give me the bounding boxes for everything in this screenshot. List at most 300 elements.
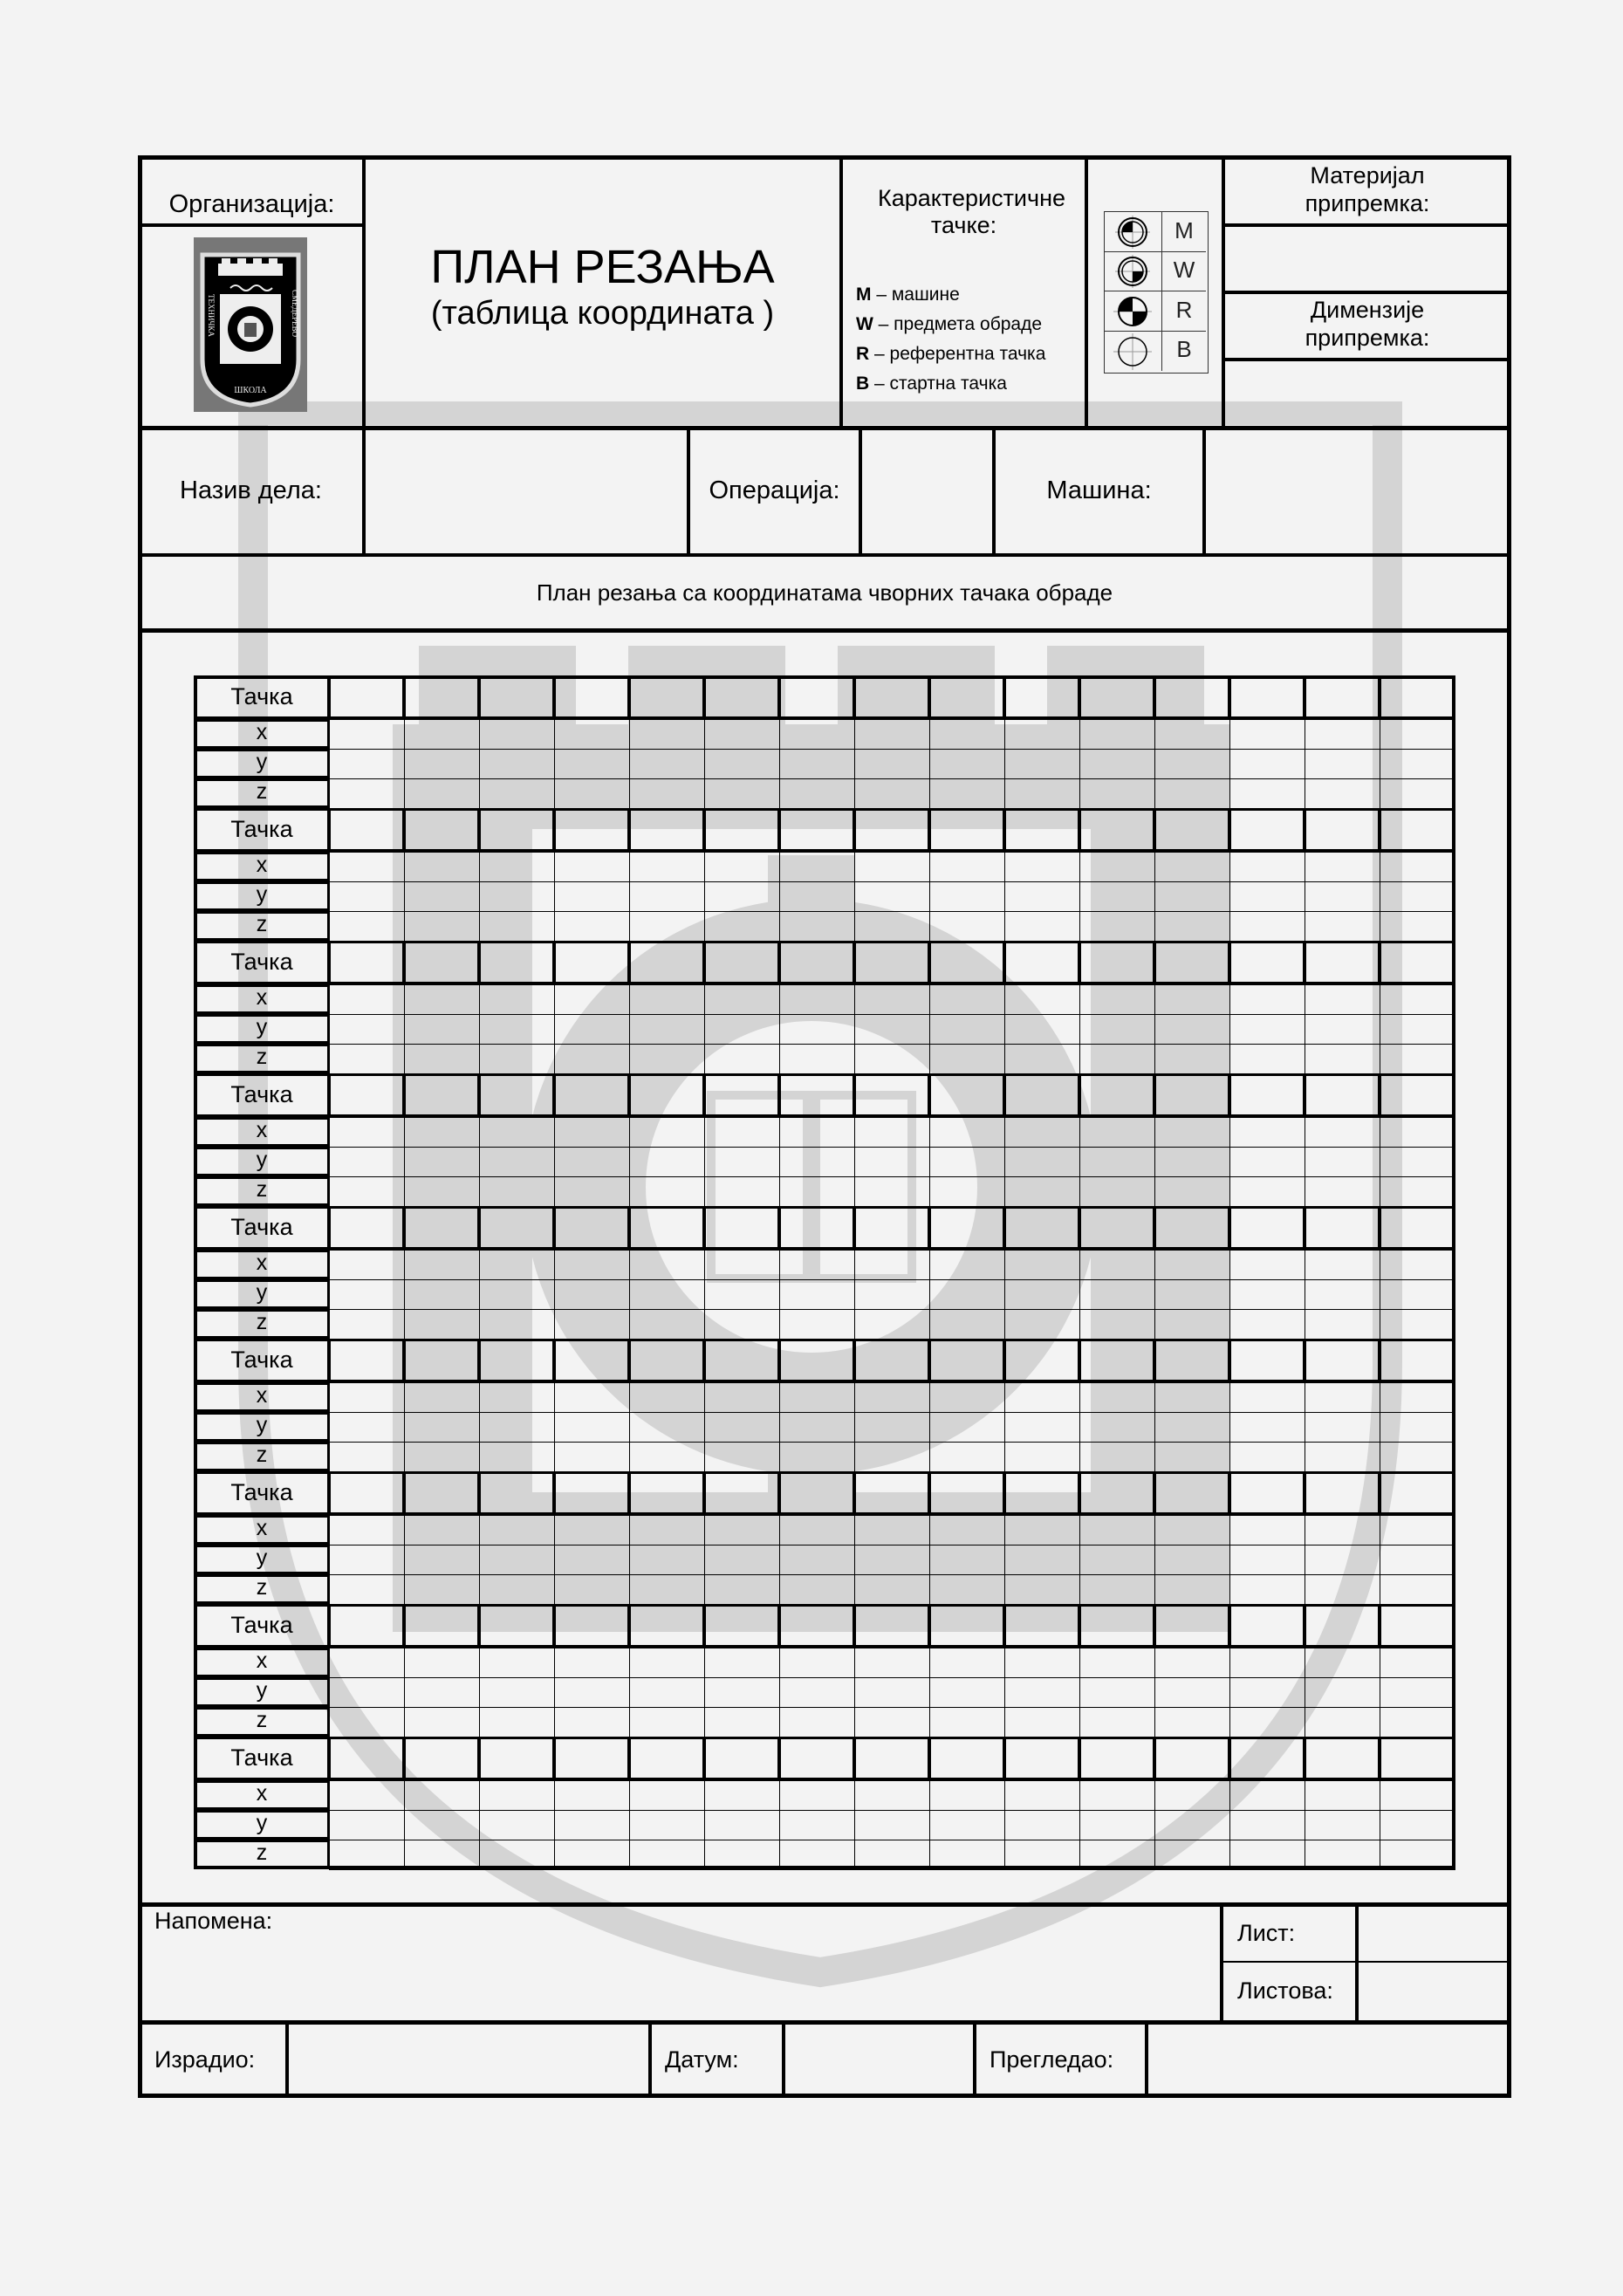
point-number-cell[interactable] bbox=[328, 808, 405, 852]
coordinate-cell[interactable] bbox=[329, 1014, 405, 1045]
coordinate-cell[interactable] bbox=[1154, 778, 1230, 809]
coordinate-cell[interactable] bbox=[1154, 984, 1230, 1015]
coordinate-cell[interactable] bbox=[854, 852, 930, 882]
point-number-cell[interactable] bbox=[778, 1471, 855, 1515]
point-number-cell[interactable] bbox=[928, 941, 1005, 984]
coordinate-cell[interactable] bbox=[929, 1176, 1005, 1207]
point-number-cell[interactable] bbox=[928, 675, 1005, 719]
coordinate-cell[interactable] bbox=[629, 1810, 705, 1840]
point-number-cell[interactable] bbox=[1003, 808, 1080, 852]
coordinate-cell[interactable] bbox=[1305, 1117, 1380, 1148]
point-number-cell[interactable] bbox=[1304, 1339, 1380, 1382]
coordinate-cell[interactable] bbox=[404, 1279, 480, 1310]
point-number-cell[interactable] bbox=[1229, 808, 1305, 852]
coordinate-cell[interactable] bbox=[929, 1014, 1005, 1045]
coordinate-cell[interactable] bbox=[629, 1176, 705, 1207]
coordinate-cell[interactable] bbox=[779, 1412, 855, 1443]
coordinate-cell[interactable] bbox=[404, 1780, 480, 1811]
coordinate-cell[interactable] bbox=[779, 1545, 855, 1575]
coordinate-cell[interactable] bbox=[404, 1810, 480, 1840]
coordinate-cell[interactable] bbox=[1380, 778, 1455, 809]
coordinate-cell[interactable] bbox=[779, 1515, 855, 1546]
point-number-cell[interactable] bbox=[703, 675, 780, 719]
coordinate-cell[interactable] bbox=[1305, 911, 1380, 942]
coordinate-cell[interactable] bbox=[1229, 1309, 1305, 1340]
point-number-cell[interactable] bbox=[1079, 941, 1155, 984]
coordinate-cell[interactable] bbox=[1229, 852, 1305, 882]
coordinate-cell[interactable] bbox=[479, 1147, 555, 1177]
coordinate-cell[interactable] bbox=[1079, 1279, 1155, 1310]
coordinate-cell[interactable] bbox=[479, 1840, 555, 1870]
coordinate-cell[interactable] bbox=[1004, 852, 1080, 882]
coordinate-cell[interactable] bbox=[1154, 1117, 1230, 1148]
coordinate-cell[interactable] bbox=[1079, 1780, 1155, 1811]
coordinate-cell[interactable] bbox=[329, 1648, 405, 1678]
coordinate-cell[interactable] bbox=[404, 1014, 480, 1045]
coordinate-cell[interactable] bbox=[1004, 1309, 1080, 1340]
coordinate-cell[interactable] bbox=[779, 1677, 855, 1708]
coordinate-cell[interactable] bbox=[1305, 1014, 1380, 1045]
point-number-cell[interactable] bbox=[1379, 675, 1455, 719]
coordinate-cell[interactable] bbox=[779, 1840, 855, 1870]
coordinate-cell[interactable] bbox=[629, 1442, 705, 1472]
coordinate-cell[interactable] bbox=[1305, 984, 1380, 1015]
point-number-cell[interactable] bbox=[778, 1604, 855, 1648]
coordinate-cell[interactable] bbox=[1229, 1014, 1305, 1045]
coordinate-cell[interactable] bbox=[404, 852, 480, 882]
point-number-cell[interactable] bbox=[553, 1604, 630, 1648]
coordinate-cell[interactable] bbox=[404, 1545, 480, 1575]
coordinate-cell[interactable] bbox=[404, 1250, 480, 1280]
coordinate-cell[interactable] bbox=[404, 1840, 480, 1870]
coordinate-cell[interactable] bbox=[1380, 1014, 1455, 1045]
coordinate-cell[interactable] bbox=[929, 1574, 1005, 1605]
coordinate-cell[interactable] bbox=[704, 778, 780, 809]
coordinate-cell[interactable] bbox=[929, 1810, 1005, 1840]
material-value-field[interactable] bbox=[1225, 227, 1510, 291]
coordinate-cell[interactable] bbox=[404, 1442, 480, 1472]
dimensions-value-field[interactable] bbox=[1225, 361, 1510, 426]
point-number-cell[interactable] bbox=[1154, 1206, 1230, 1250]
coordinate-cell[interactable] bbox=[479, 1014, 555, 1045]
coordinate-cell[interactable] bbox=[854, 1309, 930, 1340]
point-number-cell[interactable] bbox=[1079, 1206, 1155, 1250]
coordinate-cell[interactable] bbox=[629, 1309, 705, 1340]
coordinate-cell[interactable] bbox=[479, 778, 555, 809]
point-number-cell[interactable] bbox=[1304, 1206, 1380, 1250]
coordinate-cell[interactable] bbox=[929, 1382, 1005, 1413]
coordinate-cell[interactable] bbox=[554, 984, 630, 1015]
point-number-cell[interactable] bbox=[328, 1073, 405, 1117]
coordinate-cell[interactable] bbox=[329, 1780, 405, 1811]
coordinate-cell[interactable] bbox=[1079, 749, 1155, 779]
point-number-cell[interactable] bbox=[1304, 941, 1380, 984]
point-number-cell[interactable] bbox=[1304, 1737, 1380, 1780]
coordinate-cell[interactable] bbox=[704, 881, 780, 912]
coordinate-cell[interactable] bbox=[629, 749, 705, 779]
coordinate-cell[interactable] bbox=[1305, 1707, 1380, 1737]
coordinate-cell[interactable] bbox=[1380, 1309, 1455, 1340]
coordinate-cell[interactable] bbox=[329, 1412, 405, 1443]
coordinate-cell[interactable] bbox=[704, 1545, 780, 1575]
sheets-field[interactable] bbox=[1359, 1964, 1510, 2021]
coordinate-cell[interactable] bbox=[1380, 1545, 1455, 1575]
point-number-cell[interactable] bbox=[1154, 1604, 1230, 1648]
coordinate-cell[interactable] bbox=[554, 749, 630, 779]
coordinate-cell[interactable] bbox=[554, 1574, 630, 1605]
point-number-cell[interactable] bbox=[553, 1737, 630, 1780]
coordinate-cell[interactable] bbox=[1380, 1515, 1455, 1546]
coordinate-cell[interactable] bbox=[779, 1147, 855, 1177]
coordinate-cell[interactable] bbox=[854, 1840, 930, 1870]
coordinate-cell[interactable] bbox=[1305, 1840, 1380, 1870]
point-number-cell[interactable] bbox=[853, 1073, 930, 1117]
coordinate-cell[interactable] bbox=[479, 749, 555, 779]
point-number-cell[interactable] bbox=[853, 808, 930, 852]
coordinate-cell[interactable] bbox=[1004, 1574, 1080, 1605]
coordinate-cell[interactable] bbox=[929, 1515, 1005, 1546]
coordinate-cell[interactable] bbox=[1229, 1250, 1305, 1280]
coordinate-cell[interactable] bbox=[404, 1574, 480, 1605]
coordinate-cell[interactable] bbox=[1004, 1707, 1080, 1737]
coordinate-cell[interactable] bbox=[1079, 1412, 1155, 1443]
coordinate-cell[interactable] bbox=[704, 1840, 780, 1870]
coordinate-cell[interactable] bbox=[479, 984, 555, 1015]
coordinate-cell[interactable] bbox=[629, 1574, 705, 1605]
point-number-cell[interactable] bbox=[1379, 1604, 1455, 1648]
coordinate-cell[interactable] bbox=[329, 1147, 405, 1177]
coordinate-cell[interactable] bbox=[1305, 1382, 1380, 1413]
coordinate-cell[interactable] bbox=[1004, 1147, 1080, 1177]
coordinate-cell[interactable] bbox=[329, 1044, 405, 1074]
coordinate-cell[interactable] bbox=[479, 1780, 555, 1811]
coordinate-cell[interactable] bbox=[704, 1147, 780, 1177]
coordinate-cell[interactable] bbox=[1154, 1840, 1230, 1870]
point-number-cell[interactable] bbox=[928, 1339, 1005, 1382]
coordinate-cell[interactable] bbox=[629, 1412, 705, 1443]
point-number-cell[interactable] bbox=[628, 1471, 705, 1515]
coordinate-cell[interactable] bbox=[329, 1442, 405, 1472]
coordinate-cell[interactable] bbox=[1305, 1412, 1380, 1443]
coordinate-cell[interactable] bbox=[854, 1147, 930, 1177]
coordinate-cell[interactable] bbox=[854, 1707, 930, 1737]
coordinate-cell[interactable] bbox=[779, 1707, 855, 1737]
coordinate-cell[interactable] bbox=[554, 1780, 630, 1811]
coordinate-cell[interactable] bbox=[1305, 1044, 1380, 1074]
coordinate-cell[interactable] bbox=[404, 1515, 480, 1546]
coordinate-cell[interactable] bbox=[1079, 1648, 1155, 1678]
coordinate-cell[interactable] bbox=[1380, 719, 1455, 750]
point-number-cell[interactable] bbox=[703, 1206, 780, 1250]
coordinate-cell[interactable] bbox=[1229, 1780, 1305, 1811]
point-number-cell[interactable] bbox=[1154, 675, 1230, 719]
coordinate-cell[interactable] bbox=[1004, 984, 1080, 1015]
coordinate-cell[interactable] bbox=[1154, 1309, 1230, 1340]
coordinate-cell[interactable] bbox=[1154, 1412, 1230, 1443]
point-number-cell[interactable] bbox=[703, 1737, 780, 1780]
coordinate-cell[interactable] bbox=[1380, 1117, 1455, 1148]
point-number-cell[interactable] bbox=[478, 808, 555, 852]
coordinate-cell[interactable] bbox=[1079, 984, 1155, 1015]
coordinate-cell[interactable] bbox=[779, 1176, 855, 1207]
coordinate-cell[interactable] bbox=[1305, 778, 1380, 809]
coordinate-cell[interactable] bbox=[1154, 881, 1230, 912]
point-number-cell[interactable] bbox=[1003, 1206, 1080, 1250]
coordinate-cell[interactable] bbox=[479, 719, 555, 750]
coordinate-cell[interactable] bbox=[929, 778, 1005, 809]
coordinate-cell[interactable] bbox=[779, 1279, 855, 1310]
coordinate-cell[interactable] bbox=[554, 1117, 630, 1148]
coordinate-cell[interactable] bbox=[1229, 1382, 1305, 1413]
coordinate-cell[interactable] bbox=[1004, 778, 1080, 809]
point-number-cell[interactable] bbox=[553, 941, 630, 984]
coordinate-cell[interactable] bbox=[479, 1810, 555, 1840]
coordinate-cell[interactable] bbox=[1079, 1707, 1155, 1737]
coordinate-cell[interactable] bbox=[929, 1309, 1005, 1340]
coordinate-cell[interactable] bbox=[704, 1648, 780, 1678]
coordinate-cell[interactable] bbox=[1154, 1810, 1230, 1840]
coordinate-cell[interactable] bbox=[704, 719, 780, 750]
coordinate-cell[interactable] bbox=[1004, 1412, 1080, 1443]
coordinate-cell[interactable] bbox=[1079, 911, 1155, 942]
coordinate-cell[interactable] bbox=[479, 1044, 555, 1074]
point-number-cell[interactable] bbox=[403, 1471, 480, 1515]
coordinate-cell[interactable] bbox=[629, 1648, 705, 1678]
coordinate-cell[interactable] bbox=[404, 1044, 480, 1074]
point-number-cell[interactable] bbox=[1154, 941, 1230, 984]
coordinate-cell[interactable] bbox=[554, 778, 630, 809]
coordinate-cell[interactable] bbox=[854, 1442, 930, 1472]
coordinate-cell[interactable] bbox=[404, 778, 480, 809]
coordinate-cell[interactable] bbox=[554, 852, 630, 882]
coordinate-cell[interactable] bbox=[929, 749, 1005, 779]
point-number-cell[interactable] bbox=[1003, 1737, 1080, 1780]
coordinate-cell[interactable] bbox=[1229, 1677, 1305, 1708]
point-number-cell[interactable] bbox=[553, 1073, 630, 1117]
coordinate-cell[interactable] bbox=[1229, 1117, 1305, 1148]
coordinate-cell[interactable] bbox=[704, 1780, 780, 1811]
coordinate-cell[interactable] bbox=[554, 1412, 630, 1443]
coordinate-cell[interactable] bbox=[479, 1117, 555, 1148]
coordinate-cell[interactable] bbox=[1004, 1677, 1080, 1708]
coordinate-cell[interactable] bbox=[1229, 911, 1305, 942]
coordinate-cell[interactable] bbox=[1079, 1840, 1155, 1870]
coordinate-cell[interactable] bbox=[929, 1117, 1005, 1148]
coordinate-cell[interactable] bbox=[554, 1677, 630, 1708]
coordinate-cell[interactable] bbox=[329, 881, 405, 912]
coordinate-cell[interactable] bbox=[629, 1382, 705, 1413]
coordinate-cell[interactable] bbox=[854, 1545, 930, 1575]
coordinate-cell[interactable] bbox=[479, 1412, 555, 1443]
coordinate-cell[interactable] bbox=[1079, 1515, 1155, 1546]
coordinate-cell[interactable] bbox=[1229, 719, 1305, 750]
coordinate-cell[interactable] bbox=[1004, 1545, 1080, 1575]
coordinate-cell[interactable] bbox=[929, 1147, 1005, 1177]
coordinate-cell[interactable] bbox=[479, 852, 555, 882]
point-number-cell[interactable] bbox=[778, 941, 855, 984]
sheet-field[interactable] bbox=[1359, 1907, 1510, 1961]
coordinate-cell[interactable] bbox=[929, 984, 1005, 1015]
coordinate-cell[interactable] bbox=[329, 1840, 405, 1870]
coordinate-cell[interactable] bbox=[404, 881, 480, 912]
coordinate-cell[interactable] bbox=[704, 1014, 780, 1045]
coordinate-cell[interactable] bbox=[1380, 1176, 1455, 1207]
made-by-field[interactable] bbox=[289, 2025, 648, 2094]
coordinate-cell[interactable] bbox=[329, 719, 405, 750]
coordinate-cell[interactable] bbox=[854, 1412, 930, 1443]
coordinate-cell[interactable] bbox=[1079, 1574, 1155, 1605]
coordinate-cell[interactable] bbox=[1229, 1648, 1305, 1678]
point-number-cell[interactable] bbox=[403, 1737, 480, 1780]
coordinate-cell[interactable] bbox=[329, 852, 405, 882]
coordinate-cell[interactable] bbox=[554, 1147, 630, 1177]
coordinate-cell[interactable] bbox=[404, 1412, 480, 1443]
coordinate-cell[interactable] bbox=[704, 911, 780, 942]
coordinate-cell[interactable] bbox=[1380, 1810, 1455, 1840]
point-number-cell[interactable] bbox=[928, 1737, 1005, 1780]
coordinate-cell[interactable] bbox=[629, 1147, 705, 1177]
coordinate-cell[interactable] bbox=[854, 1014, 930, 1045]
coordinate-cell[interactable] bbox=[854, 1382, 930, 1413]
point-number-cell[interactable] bbox=[628, 1737, 705, 1780]
coordinate-cell[interactable] bbox=[1229, 1279, 1305, 1310]
point-number-cell[interactable] bbox=[328, 1737, 405, 1780]
coordinate-cell[interactable] bbox=[1154, 1780, 1230, 1811]
coordinate-cell[interactable] bbox=[704, 1442, 780, 1472]
coordinate-cell[interactable] bbox=[704, 1412, 780, 1443]
coordinate-cell[interactable] bbox=[329, 1250, 405, 1280]
coordinate-cell[interactable] bbox=[1079, 719, 1155, 750]
point-number-cell[interactable] bbox=[778, 808, 855, 852]
coordinate-cell[interactable] bbox=[1079, 1014, 1155, 1045]
coordinate-cell[interactable] bbox=[704, 1382, 780, 1413]
coordinate-cell[interactable] bbox=[1229, 1147, 1305, 1177]
coordinate-cell[interactable] bbox=[329, 1515, 405, 1546]
coordinate-cell[interactable] bbox=[1380, 1574, 1455, 1605]
point-number-cell[interactable] bbox=[1079, 808, 1155, 852]
coordinate-cell[interactable] bbox=[1154, 1014, 1230, 1045]
coordinate-cell[interactable] bbox=[1079, 778, 1155, 809]
point-number-cell[interactable] bbox=[628, 1339, 705, 1382]
coordinate-cell[interactable] bbox=[854, 1810, 930, 1840]
coordinate-cell[interactable] bbox=[479, 1677, 555, 1708]
coordinate-cell[interactable] bbox=[854, 1117, 930, 1148]
coordinate-cell[interactable] bbox=[1004, 719, 1080, 750]
coordinate-cell[interactable] bbox=[1079, 881, 1155, 912]
coordinate-cell[interactable] bbox=[1154, 852, 1230, 882]
coordinate-cell[interactable] bbox=[1079, 1309, 1155, 1340]
coordinate-cell[interactable] bbox=[1305, 1515, 1380, 1546]
point-number-cell[interactable] bbox=[553, 1206, 630, 1250]
coordinate-cell[interactable] bbox=[1229, 1442, 1305, 1472]
point-number-cell[interactable] bbox=[1229, 1737, 1305, 1780]
coordinate-cell[interactable] bbox=[1380, 1147, 1455, 1177]
coordinate-cell[interactable] bbox=[779, 1309, 855, 1340]
point-number-cell[interactable] bbox=[403, 1339, 480, 1382]
point-number-cell[interactable] bbox=[1003, 675, 1080, 719]
coordinate-cell[interactable] bbox=[854, 1515, 930, 1546]
point-number-cell[interactable] bbox=[1079, 675, 1155, 719]
coordinate-cell[interactable] bbox=[779, 749, 855, 779]
coordinate-cell[interactable] bbox=[1229, 1707, 1305, 1737]
coordinate-cell[interactable] bbox=[629, 1279, 705, 1310]
point-number-cell[interactable] bbox=[628, 675, 705, 719]
coordinate-cell[interactable] bbox=[854, 1250, 930, 1280]
coordinate-cell[interactable] bbox=[479, 881, 555, 912]
coordinate-cell[interactable] bbox=[554, 1515, 630, 1546]
coordinate-cell[interactable] bbox=[1004, 1382, 1080, 1413]
machine-field[interactable] bbox=[1206, 430, 1510, 553]
coordinate-cell[interactable] bbox=[929, 881, 1005, 912]
point-number-cell[interactable] bbox=[928, 1073, 1005, 1117]
coordinate-cell[interactable] bbox=[1380, 1840, 1455, 1870]
point-number-cell[interactable] bbox=[628, 808, 705, 852]
coordinate-cell[interactable] bbox=[404, 1117, 480, 1148]
coordinate-cell[interactable] bbox=[779, 1574, 855, 1605]
point-number-cell[interactable] bbox=[1079, 1471, 1155, 1515]
coordinate-cell[interactable] bbox=[1305, 1279, 1380, 1310]
coordinate-cell[interactable] bbox=[704, 1677, 780, 1708]
point-number-cell[interactable] bbox=[328, 1206, 405, 1250]
coordinate-cell[interactable] bbox=[1154, 719, 1230, 750]
coordinate-cell[interactable] bbox=[629, 1545, 705, 1575]
coordinate-cell[interactable] bbox=[1154, 1382, 1230, 1413]
point-number-cell[interactable] bbox=[1079, 1073, 1155, 1117]
coordinate-cell[interactable] bbox=[1154, 1574, 1230, 1605]
coordinate-cell[interactable] bbox=[779, 1810, 855, 1840]
coordinate-cell[interactable] bbox=[629, 1780, 705, 1811]
coordinate-cell[interactable] bbox=[854, 1648, 930, 1678]
coordinate-cell[interactable] bbox=[1305, 1442, 1380, 1472]
coordinate-cell[interactable] bbox=[1380, 1412, 1455, 1443]
point-number-cell[interactable] bbox=[1003, 1073, 1080, 1117]
point-number-cell[interactable] bbox=[1003, 1339, 1080, 1382]
coordinate-cell[interactable] bbox=[329, 1176, 405, 1207]
point-number-cell[interactable] bbox=[328, 941, 405, 984]
coordinate-cell[interactable] bbox=[1154, 1648, 1230, 1678]
coordinate-cell[interactable] bbox=[404, 749, 480, 779]
coordinate-cell[interactable] bbox=[1305, 881, 1380, 912]
coordinate-cell[interactable] bbox=[329, 1574, 405, 1605]
coordinate-cell[interactable] bbox=[1154, 911, 1230, 942]
coordinate-cell[interactable] bbox=[1305, 1309, 1380, 1340]
coordinate-cell[interactable] bbox=[779, 1250, 855, 1280]
point-number-cell[interactable] bbox=[478, 1073, 555, 1117]
coordinate-cell[interactable] bbox=[1154, 1176, 1230, 1207]
coordinate-cell[interactable] bbox=[1229, 1176, 1305, 1207]
coordinate-cell[interactable] bbox=[1004, 1840, 1080, 1870]
point-number-cell[interactable] bbox=[853, 941, 930, 984]
coordinate-cell[interactable] bbox=[554, 1309, 630, 1340]
coordinate-cell[interactable] bbox=[404, 1176, 480, 1207]
coordinate-cell[interactable] bbox=[1004, 1515, 1080, 1546]
coordinate-cell[interactable] bbox=[854, 1780, 930, 1811]
coordinate-cell[interactable] bbox=[929, 1840, 1005, 1870]
point-number-cell[interactable] bbox=[1304, 1604, 1380, 1648]
point-number-cell[interactable] bbox=[703, 808, 780, 852]
point-number-cell[interactable] bbox=[1154, 808, 1230, 852]
point-number-cell[interactable] bbox=[1379, 1339, 1455, 1382]
coordinate-cell[interactable] bbox=[1079, 1545, 1155, 1575]
coordinate-cell[interactable] bbox=[404, 984, 480, 1015]
coordinate-cell[interactable] bbox=[854, 1279, 930, 1310]
coordinate-cell[interactable] bbox=[929, 1780, 1005, 1811]
coordinate-cell[interactable] bbox=[1079, 1810, 1155, 1840]
coordinate-cell[interactable] bbox=[1229, 778, 1305, 809]
coordinate-cell[interactable] bbox=[404, 1309, 480, 1340]
coordinate-cell[interactable] bbox=[1079, 1176, 1155, 1207]
point-number-cell[interactable] bbox=[628, 1604, 705, 1648]
